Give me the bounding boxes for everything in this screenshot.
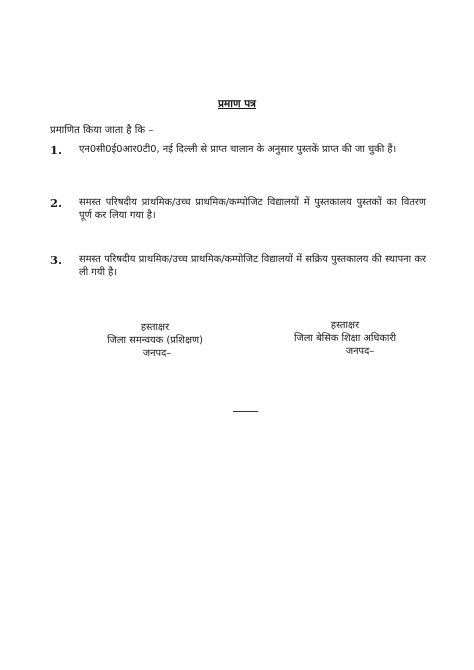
item-text: समस्त परिषदीय प्राथमिक/उच्च प्राथमिक/कम्पोजिट विद्यालयों में पुस्तकालय पुस्तकों का वितरण पूर्ण कर लिया गया है।	[79, 197, 426, 221]
signature-label: हस्ताक्षर	[140, 322, 170, 333]
signature-label: हस्ताक्षर	[330, 320, 360, 331]
intro-text: प्रमाणित किया जाता है कि –	[50, 125, 154, 136]
signature-designation: जिला बेसिक शिक्षा अधिकारी	[293, 333, 397, 344]
list-item	[50, 253, 426, 279]
signature-block-district-coordinator	[75, 321, 235, 360]
end-divider	[233, 411, 258, 412]
item-number: 2.	[50, 196, 63, 210]
signature-block-basic-education-officer	[265, 319, 425, 358]
item-text: एन0सी0ई0आर0टी0, नई दिल्ली से प्राप्त चालान के अनुसार पुस्तकें प्राप्त की जा चुकी हैं।	[79, 144, 397, 155]
list-item	[50, 143, 426, 158]
item-number: 1.	[50, 143, 63, 157]
signature-designation: जिला समन्वयक (प्रशिक्षण)	[107, 335, 203, 346]
signature-region: जनपद–	[345, 346, 375, 357]
item-number: 3.	[50, 253, 63, 267]
document-title-text: प्रमाण पत्र	[218, 98, 256, 110]
document-title	[0, 97, 474, 111]
item-text: समस्त परिषदीय प्राथमिक/उच्च प्राथमिक/कम्पोजिट विद्यालयों में सक्रिय पुस्तकालय की स्थापना कर ली गयी है।	[79, 254, 426, 278]
signature-region: जनपद–	[142, 348, 172, 359]
list-item	[50, 196, 426, 222]
